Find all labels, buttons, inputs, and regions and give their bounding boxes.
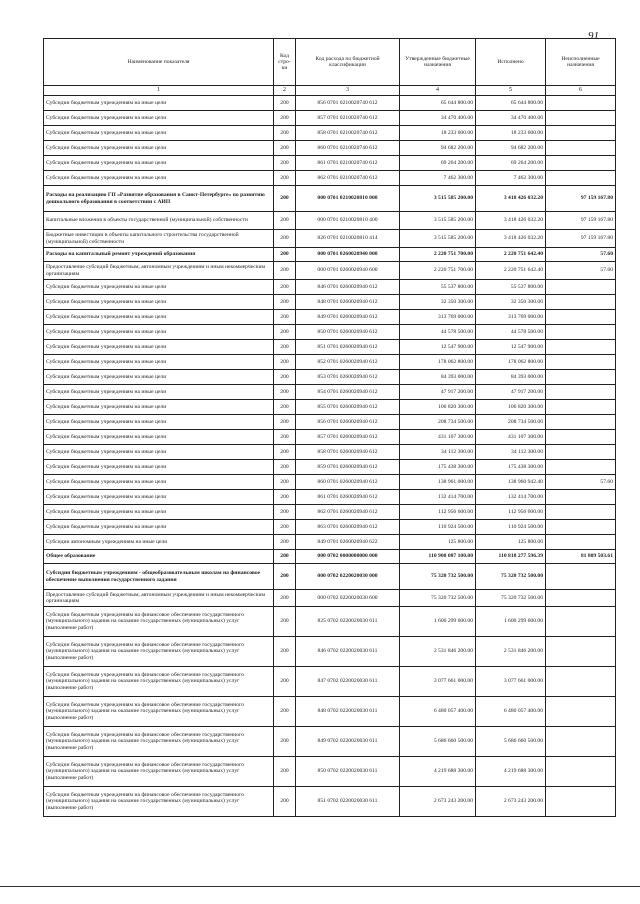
budget-code-cell: 853 0701 0260020940 612 <box>296 370 400 385</box>
indicator-name-cell: Субсидии бюджетным учреждениям на финансовое обеспечение государственного (муниципального) задания на оказание государственных (муниципальных) услуг (выполнение работ) <box>44 787 274 817</box>
unexecuted-amount-cell <box>546 445 616 460</box>
unexecuted-amount-cell <box>546 295 616 310</box>
approved-amount-cell: 2 220 751 700.00 <box>400 248 476 262</box>
approved-amount-cell: 32 350 300.00 <box>400 295 476 310</box>
line-code-cell: 200 <box>274 550 296 564</box>
executed-amount-cell: 2 220 751 642.40 <box>476 248 546 262</box>
table-row <box>44 370 616 385</box>
indicator-name-cell: Субсидии бюджетным учреждениям на иные цели <box>44 430 274 445</box>
line-code-cell: 200 <box>274 295 296 310</box>
approved-amount-cell: 175 438 300.00 <box>400 460 476 475</box>
budget-code-cell: 849 0701 0260020940 622 <box>296 535 400 550</box>
unexecuted-amount-cell <box>546 637 616 667</box>
unexecuted-amount-cell: 81 809 503.61 <box>546 550 616 564</box>
unexecuted-amount-cell <box>546 697 616 727</box>
table-row <box>44 171 616 186</box>
approved-amount-cell: 313 769 000.00 <box>400 310 476 325</box>
line-code-cell: 200 <box>274 230 296 248</box>
unexecuted-amount-cell <box>546 96 616 111</box>
executed-amount-cell: 208 734 500.00 <box>476 415 546 430</box>
budget-code-cell: 825 0702 0220020030 611 <box>296 607 400 637</box>
table-row <box>44 697 616 727</box>
indicator-name-cell: Расходы на реализацию ГП «Развитие образования в Санкт-Петербурге» по развитию дошкольного образования в соответствии с АИП <box>44 186 274 212</box>
indicator-name-cell: Субсидии бюджетным учреждениям на иные цели <box>44 126 274 141</box>
executed-amount-cell: 112 956 600.00 <box>476 505 546 520</box>
line-code-cell: 200 <box>274 787 296 817</box>
approved-amount-cell: 3 515 585 200.00 <box>400 186 476 212</box>
budget-code-cell: 863 0701 0260020940 612 <box>296 520 400 535</box>
table-row <box>44 310 616 325</box>
budget-code-cell: 856 0701 0260020940 612 <box>296 415 400 430</box>
line-code-cell: 200 <box>274 637 296 667</box>
approved-amount-cell: 94 682 200.00 <box>400 141 476 156</box>
approved-amount-cell: 2 673 243 200.00 <box>400 787 476 817</box>
line-code-cell: 200 <box>274 475 296 490</box>
line-code-cell: 200 <box>274 564 296 590</box>
executed-amount-cell: 110 924 500.00 <box>476 520 546 535</box>
executed-amount-cell: 3 418 426 032.20 <box>476 186 546 212</box>
table-body <box>44 96 616 817</box>
executed-amount-cell: 34 470 400.00 <box>476 111 546 126</box>
unexecuted-amount-cell <box>546 590 616 607</box>
page-number: 91 <box>588 30 599 42</box>
executed-amount-cell: 94 682 200.00 <box>476 141 546 156</box>
budget-code-cell: 861 0701 0260020940 612 <box>296 490 400 505</box>
executed-amount-cell: 69 264 200.00 <box>476 156 546 171</box>
indicator-name-cell: Субсидии бюджетным учреждениям на финансовое обеспечение государственного (муниципального) задания на оказание государственных (муниципальных) услуг (выполнение работ) <box>44 607 274 637</box>
indicator-name-cell: Субсидии бюджетным учреждениям на иные цели <box>44 385 274 400</box>
line-code-cell: 200 <box>274 325 296 340</box>
table-row <box>44 280 616 295</box>
executed-amount-cell: 138 960 942.40 <box>476 475 546 490</box>
header-line-code: Код стро-ки <box>274 39 296 86</box>
executed-amount-cell: 313 769 000.00 <box>476 310 546 325</box>
indicator-name-cell: Субсидии бюджетным учреждениям на иные цели <box>44 445 274 460</box>
executed-amount-cell: 55 537 800.00 <box>476 280 546 295</box>
indicator-name-cell: Субсидии бюджетным учреждениям на иные цели <box>44 96 274 111</box>
unexecuted-amount-cell: 97 159 167.80 <box>546 212 616 230</box>
budget-code-cell: 000 0701 0260020940 600 <box>296 262 400 280</box>
approved-amount-cell: 65 644 800.00 <box>400 96 476 111</box>
indicator-name-cell: Субсидии бюджетным учреждениям на финансовое обеспечение государственного (муниципального) задания на оказание государственных (муниципальных) услуг (выполнение работ) <box>44 637 274 667</box>
approved-amount-cell: 3 077 661 000.00 <box>400 667 476 697</box>
line-code-cell: 200 <box>274 445 296 460</box>
approved-amount-cell: 75 320 732 500.00 <box>400 564 476 590</box>
indicator-name-cell: Субсидии бюджетным учреждениям на иные цели <box>44 310 274 325</box>
indicator-name-cell: Предоставление субсидий бюджетным, автономным учреждениям и иным некоммерческим организациям <box>44 590 274 607</box>
table-row <box>44 96 616 111</box>
budget-code-cell: 847 0702 0220020030 611 <box>296 667 400 697</box>
line-code-cell: 200 <box>274 111 296 126</box>
approved-amount-cell: 3 515 585 200.00 <box>400 230 476 248</box>
executed-amount-cell: 6 480 057 400.00 <box>476 697 546 727</box>
unexecuted-amount-cell: 57.60 <box>546 248 616 262</box>
line-code-cell: 200 <box>274 490 296 505</box>
executed-amount-cell: 44 578 500.00 <box>476 325 546 340</box>
column-number: 1 <box>44 86 274 96</box>
header-name: Наименование показателя <box>44 39 274 86</box>
line-code-cell: 200 <box>274 505 296 520</box>
indicator-name-cell: Субсидии бюджетным учреждениям на иные цели <box>44 355 274 370</box>
line-code-cell: 200 <box>274 340 296 355</box>
unexecuted-amount-cell <box>546 757 616 787</box>
budget-code-cell: 849 0702 0220020030 611 <box>296 727 400 757</box>
unexecuted-amount-cell <box>546 385 616 400</box>
approved-amount-cell: 112 956 600.00 <box>400 505 476 520</box>
unexecuted-amount-cell <box>546 727 616 757</box>
budget-code-cell: 849 0701 0260020940 612 <box>296 310 400 325</box>
budget-code-cell: 000 0701 0210020810 000 <box>296 186 400 212</box>
table-row <box>44 727 616 757</box>
indicator-name-cell: Субсидии бюджетным учреждениям на иные цели <box>44 490 274 505</box>
unexecuted-amount-cell <box>546 430 616 445</box>
indicator-name-cell: Общее образование <box>44 550 274 564</box>
table-row <box>44 787 616 817</box>
approved-amount-cell: 75 320 732 500.00 <box>400 590 476 607</box>
column-number: 4 <box>400 86 476 96</box>
approved-amount-cell: 1 600 299 600.00 <box>400 607 476 637</box>
executed-amount-cell: 75 320 732 500.00 <box>476 590 546 607</box>
budget-code-cell: 857 0701 0210020740 612 <box>296 111 400 126</box>
indicator-name-cell: Субсидии бюджетным учреждениям на иные цели <box>44 400 274 415</box>
table-row <box>44 535 616 550</box>
unexecuted-amount-cell <box>546 156 616 171</box>
line-code-cell: 200 <box>274 310 296 325</box>
executed-amount-cell: 3 418 426 032.20 <box>476 212 546 230</box>
approved-amount-cell: 55 537 800.00 <box>400 280 476 295</box>
executed-amount-cell: 3 077 661 000.00 <box>476 667 546 697</box>
unexecuted-amount-cell <box>546 111 616 126</box>
column-number: 5 <box>476 86 546 96</box>
table-row <box>44 262 616 280</box>
table-row <box>44 564 616 590</box>
budget-code-cell: 846 0701 0260020940 612 <box>296 280 400 295</box>
header-approved: Утвержденные бюджетные назначения <box>400 39 476 86</box>
line-code-cell: 200 <box>274 430 296 445</box>
unexecuted-amount-cell <box>546 171 616 186</box>
approved-amount-cell: 34 112 300.00 <box>400 445 476 460</box>
header-unexecuted: Неисполненные назначения <box>546 39 616 86</box>
line-code-cell: 200 <box>274 757 296 787</box>
approved-amount-cell: 2 220 751 700.00 <box>400 262 476 280</box>
line-code-cell: 200 <box>274 415 296 430</box>
unexecuted-amount-cell <box>546 325 616 340</box>
executed-amount-cell: 4 219 688 300.00 <box>476 757 546 787</box>
approved-amount-cell: 208 734 500.00 <box>400 415 476 430</box>
approved-amount-cell: 12 547 900.00 <box>400 340 476 355</box>
unexecuted-amount-cell <box>546 310 616 325</box>
unexecuted-amount-cell: 97 159 167.80 <box>546 230 616 248</box>
budget-code-cell: 850 0702 0220020030 611 <box>296 757 400 787</box>
budget-code-cell: 851 0702 0220020030 611 <box>296 787 400 817</box>
line-code-cell: 200 <box>274 248 296 262</box>
table-row <box>44 607 616 637</box>
unexecuted-amount-cell <box>546 564 616 590</box>
approved-amount-cell: 431 107 300.00 <box>400 430 476 445</box>
unexecuted-amount-cell <box>546 520 616 535</box>
approved-amount-cell: 6 480 057 400.00 <box>400 697 476 727</box>
line-code-cell: 200 <box>274 141 296 156</box>
approved-amount-cell: 84 393 000.00 <box>400 370 476 385</box>
table-row <box>44 126 616 141</box>
line-code-cell: 200 <box>274 186 296 212</box>
unexecuted-amount-cell: 97 159 167.80 <box>546 186 616 212</box>
budget-code-cell: 862 0701 0260020940 612 <box>296 505 400 520</box>
approved-amount-cell: 18 233 600.00 <box>400 126 476 141</box>
unexecuted-amount-cell <box>546 126 616 141</box>
line-code-cell: 200 <box>274 535 296 550</box>
unexecuted-amount-cell <box>546 340 616 355</box>
table-row <box>44 385 616 400</box>
executed-amount-cell: 65 644 800.00 <box>476 96 546 111</box>
indicator-name-cell: Бюджетные инвестиции в объекты капитального строительства государственной (муниципальной) собственности <box>44 230 274 248</box>
unexecuted-amount-cell <box>546 505 616 520</box>
table-row <box>44 325 616 340</box>
unexecuted-amount-cell <box>546 355 616 370</box>
indicator-name-cell: Субсидии бюджетным учреждениям на иные цели <box>44 475 274 490</box>
executed-amount-cell: 175 438 300.00 <box>476 460 546 475</box>
unexecuted-amount-cell <box>546 607 616 637</box>
budget-code-cell: 848 0702 0220020030 611 <box>296 697 400 727</box>
header-budget-code: Код расхода по бюджетной классификации <box>296 39 400 86</box>
budget-code-cell: 000 0702 0220020030 600 <box>296 590 400 607</box>
budget-code-cell: 848 0701 0260020940 612 <box>296 295 400 310</box>
budget-code-cell: 858 0701 0210020740 612 <box>296 126 400 141</box>
budget-code-cell: 860 0701 0260020940 612 <box>296 475 400 490</box>
unexecuted-amount-cell: 57.60 <box>546 475 616 490</box>
executed-amount-cell: 2 220 751 642.40 <box>476 262 546 280</box>
approved-amount-cell: 132 414 700.00 <box>400 490 476 505</box>
table-row <box>44 637 616 667</box>
budget-code-cell: 000 0702 0000000000 000 <box>296 550 400 564</box>
indicator-name-cell: Предоставление субсидий бюджетным, автономным учреждениям и иным некоммерческим организациям <box>44 262 274 280</box>
executed-amount-cell: 18 233 600.00 <box>476 126 546 141</box>
budget-code-cell: 826 0701 0210020810 414 <box>296 230 400 248</box>
unexecuted-amount-cell <box>546 667 616 697</box>
table-row <box>44 111 616 126</box>
table-row <box>44 400 616 415</box>
unexecuted-amount-cell <box>546 280 616 295</box>
line-code-cell: 200 <box>274 280 296 295</box>
unexecuted-amount-cell: 57.60 <box>546 262 616 280</box>
executed-amount-cell: 106 820 300.00 <box>476 400 546 415</box>
line-code-cell: 200 <box>274 697 296 727</box>
line-code-cell: 200 <box>274 520 296 535</box>
approved-amount-cell: 125 800.00 <box>400 535 476 550</box>
scan-edge-line <box>0 886 640 887</box>
table-row <box>44 212 616 230</box>
line-code-cell: 200 <box>274 727 296 757</box>
line-code-cell: 200 <box>274 460 296 475</box>
executed-amount-cell: 178 062 800.00 <box>476 355 546 370</box>
budget-code-cell: 857 0701 0260020940 612 <box>296 430 400 445</box>
approved-amount-cell: 44 578 500.00 <box>400 325 476 340</box>
line-code-cell: 200 <box>274 607 296 637</box>
table-row <box>44 355 616 370</box>
executed-amount-cell: 34 112 300.00 <box>476 445 546 460</box>
budget-code-cell: 860 0701 0210020740 612 <box>296 141 400 156</box>
column-number-row <box>44 86 616 96</box>
line-code-cell: 200 <box>274 370 296 385</box>
indicator-name-cell: Субсидии бюджетным учреждениям на иные цели <box>44 415 274 430</box>
indicator-name-cell: Субсидии бюджетным учреждениям на финансовое обеспечение государственного (муниципального) задания на оказание государственных (муниципальных) услуг (выполнение работ) <box>44 757 274 787</box>
executed-amount-cell: 3 418 426 032.20 <box>476 230 546 248</box>
unexecuted-amount-cell <box>546 400 616 415</box>
header-executed: Исполнено <box>476 39 546 86</box>
line-code-cell: 200 <box>274 667 296 697</box>
indicator-name-cell: Субсидии бюджетным учреждениям на иные цели <box>44 141 274 156</box>
executed-amount-cell: 132 414 700.00 <box>476 490 546 505</box>
budget-code-cell: 846 0702 0220020030 611 <box>296 637 400 667</box>
table-row <box>44 295 616 310</box>
line-code-cell: 200 <box>274 400 296 415</box>
table-row <box>44 667 616 697</box>
executed-amount-cell: 84 393 000.00 <box>476 370 546 385</box>
approved-amount-cell: 106 820 300.00 <box>400 400 476 415</box>
executed-amount-cell: 2 673 243 200.00 <box>476 787 546 817</box>
budget-code-cell: 858 0701 0260020940 612 <box>296 445 400 460</box>
indicator-name-cell: Субсидии бюджетным учреждениям на иные цели <box>44 280 274 295</box>
executed-amount-cell: 5 686 660 500.00 <box>476 727 546 757</box>
executed-amount-cell: 110 818 277 596.39 <box>476 550 546 564</box>
line-code-cell: 200 <box>274 212 296 230</box>
budget-code-cell: 855 0701 0260020940 612 <box>296 400 400 415</box>
table-row <box>44 186 616 212</box>
table-row <box>44 141 616 156</box>
table-row <box>44 590 616 607</box>
indicator-name-cell: Расходы на капитальный ремонт учреждений образования <box>44 248 274 262</box>
approved-amount-cell: 47 917 200.00 <box>400 385 476 400</box>
approved-amount-cell: 178 062 800.00 <box>400 355 476 370</box>
unexecuted-amount-cell <box>546 535 616 550</box>
indicator-name-cell: Субсидии бюджетным учреждениям на иные цели <box>44 325 274 340</box>
executed-amount-cell: 1 600 299 600.00 <box>476 607 546 637</box>
indicator-name-cell: Субсидии бюджетным учреждениям на финансовое обеспечение государственного (муниципального) задания на оказание государственных (муниципальных) услуг (выполнение работ) <box>44 727 274 757</box>
table-row <box>44 248 616 262</box>
indicator-name-cell: Субсидии бюджетным учреждениям на финансовое обеспечение государственного (муниципального) задания на оказание государственных (муниципальных) услуг (выполнение работ) <box>44 697 274 727</box>
table-row <box>44 230 616 248</box>
approved-amount-cell: 69 264 200.00 <box>400 156 476 171</box>
table-row <box>44 520 616 535</box>
budget-code-cell: 851 0701 0260020940 612 <box>296 340 400 355</box>
indicator-name-cell: Субсидии бюджетным учреждениям на иные цели <box>44 340 274 355</box>
table-row <box>44 475 616 490</box>
indicator-name-cell: Субсидии бюджетным учреждениям на иные цели <box>44 460 274 475</box>
table-row <box>44 757 616 787</box>
indicator-name-cell: Субсидии бюджетным учреждениям на иные цели <box>44 171 274 186</box>
indicator-name-cell: Субсидии бюджетным учреждениям на иные цели <box>44 156 274 171</box>
executed-amount-cell: 12 547 900.00 <box>476 340 546 355</box>
approved-amount-cell: 5 686 660 500.00 <box>400 727 476 757</box>
table-row <box>44 415 616 430</box>
approved-amount-cell: 34 470 400.00 <box>400 111 476 126</box>
line-code-cell: 200 <box>274 126 296 141</box>
unexecuted-amount-cell <box>546 141 616 156</box>
budget-code-cell: 000 0701 0210020810 400 <box>296 212 400 230</box>
table-row <box>44 156 616 171</box>
table-row <box>44 430 616 445</box>
unexecuted-amount-cell <box>546 490 616 505</box>
table-row <box>44 505 616 520</box>
budget-code-cell: 852 0701 0260020940 612 <box>296 355 400 370</box>
approved-amount-cell: 110 924 500.00 <box>400 520 476 535</box>
indicator-name-cell: Капитальные вложения в объекты государственной (муниципальной) собственности <box>44 212 274 230</box>
approved-amount-cell: 7 462 300.00 <box>400 171 476 186</box>
budget-code-cell: 861 0701 0210020740 612 <box>296 156 400 171</box>
executed-amount-cell: 75 320 732 500.00 <box>476 564 546 590</box>
indicator-name-cell: Субсидии бюджетным учреждениям на иные цели <box>44 295 274 310</box>
budget-code-cell: 856 0701 0210020740 612 <box>296 96 400 111</box>
column-number: 2 <box>274 86 296 96</box>
executed-amount-cell: 7 462 300.00 <box>476 171 546 186</box>
unexecuted-amount-cell <box>546 370 616 385</box>
approved-amount-cell: 110 900 087 100.00 <box>400 550 476 564</box>
line-code-cell: 200 <box>274 355 296 370</box>
column-number: 3 <box>296 86 400 96</box>
executed-amount-cell: 47 917 200.00 <box>476 385 546 400</box>
executed-amount-cell: 431 107 300.00 <box>476 430 546 445</box>
approved-amount-cell: 4 219 688 300.00 <box>400 757 476 787</box>
unexecuted-amount-cell <box>546 460 616 475</box>
approved-amount-cell: 3 515 585 200.00 <box>400 212 476 230</box>
indicator-name-cell: Субсидии бюджетным учреждениям на иные цели <box>44 520 274 535</box>
indicator-name-cell: Субсидии бюджетным учреждениям - общеобразовательным школам на финансовое обеспечение выполнения государственного задания <box>44 564 274 590</box>
unexecuted-amount-cell <box>546 415 616 430</box>
budget-code-cell: 854 0701 0260020940 612 <box>296 385 400 400</box>
column-number: 6 <box>546 86 616 96</box>
indicator-name-cell: Субсидии бюджетным учреждениям на иные цели <box>44 505 274 520</box>
approved-amount-cell: 2 531 846 200.00 <box>400 637 476 667</box>
line-code-cell: 200 <box>274 262 296 280</box>
executed-amount-cell: 125 800.00 <box>476 535 546 550</box>
line-code-cell: 200 <box>274 590 296 607</box>
line-code-cell: 200 <box>274 385 296 400</box>
line-code-cell: 200 <box>274 171 296 186</box>
indicator-name-cell: Субсидии автономным учреждениям на иные цели <box>44 535 274 550</box>
budget-code-cell: 850 0701 0260020940 612 <box>296 325 400 340</box>
indicator-name-cell: Субсидии бюджетным учреждениям на иные цели <box>44 370 274 385</box>
line-code-cell: 200 <box>274 156 296 171</box>
executed-amount-cell: 32 350 300.00 <box>476 295 546 310</box>
table-row <box>44 490 616 505</box>
executed-amount-cell: 2 531 846 200.00 <box>476 637 546 667</box>
table-row <box>44 340 616 355</box>
table-row <box>44 445 616 460</box>
indicator-name-cell: Субсидии бюджетным учреждениям на иные цели <box>44 111 274 126</box>
budget-execution-table <box>43 38 616 817</box>
budget-code-cell: 859 0701 0260020940 612 <box>296 460 400 475</box>
indicator-name-cell: Субсидии бюджетным учреждениям на финансовое обеспечение государственного (муниципального) задания на оказание государственных (муниципальных) услуг (выполнение работ) <box>44 667 274 697</box>
line-code-cell: 200 <box>274 96 296 111</box>
approved-amount-cell: 138 961 000.00 <box>400 475 476 490</box>
budget-code-cell: 000 0702 0220020030 000 <box>296 564 400 590</box>
table-row <box>44 460 616 475</box>
budget-code-cell: 862 0701 0210020740 612 <box>296 171 400 186</box>
table-row <box>44 550 616 564</box>
budget-code-cell: 000 0701 0260020940 000 <box>296 248 400 262</box>
unexecuted-amount-cell <box>546 787 616 817</box>
